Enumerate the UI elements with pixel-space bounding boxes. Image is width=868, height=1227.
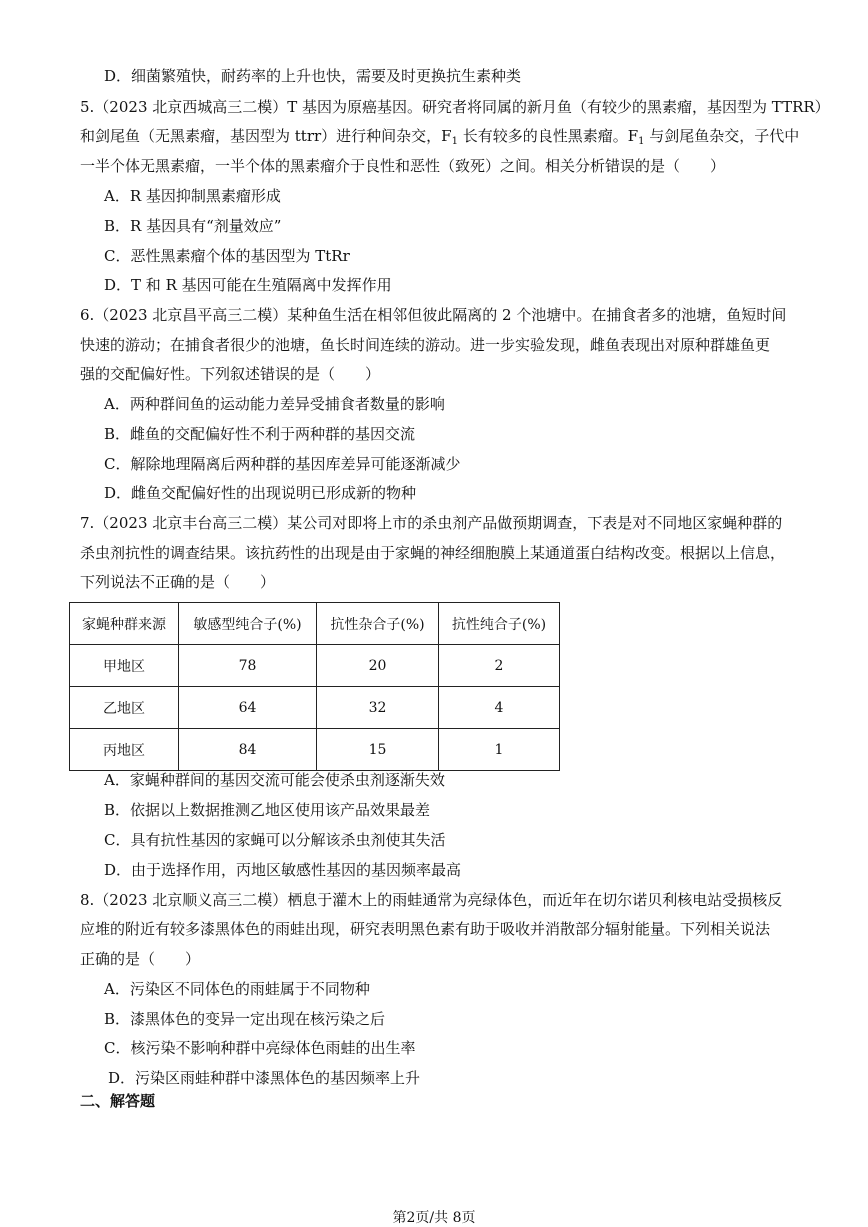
q7-stem-line2: 杀虫剂抗性的调查结果。该抗药性的出现是由于家蝇的神经细胞膜上某通道蛋白结构改变。根据以上信息， [80,544,786,562]
q7-stem-line3: 下列说法不正确的是（ ） [80,573,276,591]
q7-option-a: A．家蝇种群间的基因交流可能会使杀虫剂逐渐失效 [104,771,445,789]
table-cell: 1 [439,729,560,771]
q5-stem-line1: 5.（2023 北京西城高三二模）T 基因为原癌基因。研究者将同属的新月鱼（有较少的黑素瘤，基因型为 TTRR） [80,98,830,116]
table-cell: 84 [179,729,317,771]
section-heading: 二、解答题 [80,1092,156,1110]
q7-option-c: C．具有抗性基因的家蝇可以分解该杀虫剂使其失活 [104,831,446,849]
table-row [70,729,560,771]
q8-option-b: B．漆黑体色的变异一定出现在核污染之后 [104,1010,386,1028]
q6-option-a: A．两种群间鱼的运动能力差异受捕食者数量的影响 [104,395,445,413]
table-header-row [70,603,560,645]
table-cell: 32 [317,687,439,729]
table-cell: 丙地区 [70,729,179,771]
table-row [70,687,560,729]
subscript: 1 [638,136,645,147]
q7-stem-line1: 7.（2023 北京丰台高三二模）某公司对即将上市的杀虫剂产品做预期调查，下表是对不同地区家蝇种群的 [80,514,783,532]
q5-option-c: C．恶性黑素瘤个体的基因型为 TtRr [104,247,350,265]
q8-stem-line1: 8.（2023 北京顺义高三二模）栖息于灌木上的雨蛙通常为亮绿体色，而近年在切尔诺贝利核电站受损核反 [80,891,783,909]
q5-option-d: D．T 和 R 基因可能在生殖隔离中发挥作用 [104,276,392,294]
q7-option-d: D．由于选择作用，丙地区敏感性基因的基因频率最高 [104,861,462,879]
q6-option-c: C．解除地理隔离后两种群的基因库差异可能逐渐减少 [104,455,461,473]
q5-stem-line3: 一半个体无黑素瘤，一半个体的黑素瘤介于良性和恶性（致死）之间。相关分析错误的是（ ） [80,157,726,175]
table-cell: 20 [317,645,439,687]
page-footer: 第2页/共 8页 [392,1210,476,1226]
q5-stem-line2: 和剑尾鱼（无黑素瘤，基因型为 ttrr）进行种间杂交，$F_1$ 长有较多的良性黑素瘤。$F_1$ 与剑尾鱼杂交，子代中 [80,127,800,147]
table-header-cell: 家蝇种群来源 [70,603,179,645]
q8-option-d: D．污染区雨蛙种群中漆黑体色的基因频率上升 [108,1069,421,1087]
q8-stem-line2: 应堆的附近有较多漆黑体色的雨蛙出现，研究表明黑色素有助于吸收并消散部分辐射能量。下列相关说法 [80,920,771,938]
table-row [70,645,560,687]
table-cell: 乙地区 [70,687,179,729]
subscript: 1 [451,136,458,147]
q5-option-a: A．R 基因抑制黑素瘤形成 [104,187,281,205]
q8-option-c: C．核污染不影响种群中亮绿体色雨蛙的出生率 [104,1039,416,1057]
table-header-cell: 敏感型纯合子(%) [179,603,317,645]
table-cell: 2 [439,645,560,687]
q6-option-b: B．雌鱼的交配偏好性不利于两种群的基因交流 [104,425,416,443]
q4-option-d: D．细菌繁殖快，耐药率的上升也快，需要及时更换抗生素种类 [104,67,522,85]
q8-option-a: A．污染区不同体色的雨蛙属于不同物种 [104,980,370,998]
table-cell: 15 [317,729,439,771]
table-header-cell: 抗性纯合子(%) [439,603,560,645]
table-header-cell: 抗性杂合子(%) [317,603,439,645]
q5-option-b: B．R 基因具有“剂量效应” [104,217,282,235]
resistance-table [69,602,560,771]
table-cell: 78 [179,645,317,687]
q7-option-b: B．依据以上数据推测乙地区使用该产品效果最差 [104,801,431,819]
q6-option-d: D．雌鱼交配偏好性的出现说明已形成新的物种 [104,484,417,502]
table-cell: 64 [179,687,317,729]
q6-stem-line2: 快速的游动；在捕食者很少的池塘，鱼长时间连续的游动。进一步实验发现，雌鱼表现出对原种群雄鱼更 [80,336,771,354]
table-cell: 4 [439,687,560,729]
table-cell: 甲地区 [70,645,179,687]
q6-stem-line3: 强的交配偏好性。下列叙述错误的是（ ） [80,365,381,383]
q8-stem-line3: 正确的是（ ） [80,950,201,968]
q6-stem-line1: 6.（2023 北京昌平高三二模）某种鱼生活在相邻但彼此隔离的 2 个池塘中。在捕食者多的池塘，鱼短时间 [80,306,787,324]
